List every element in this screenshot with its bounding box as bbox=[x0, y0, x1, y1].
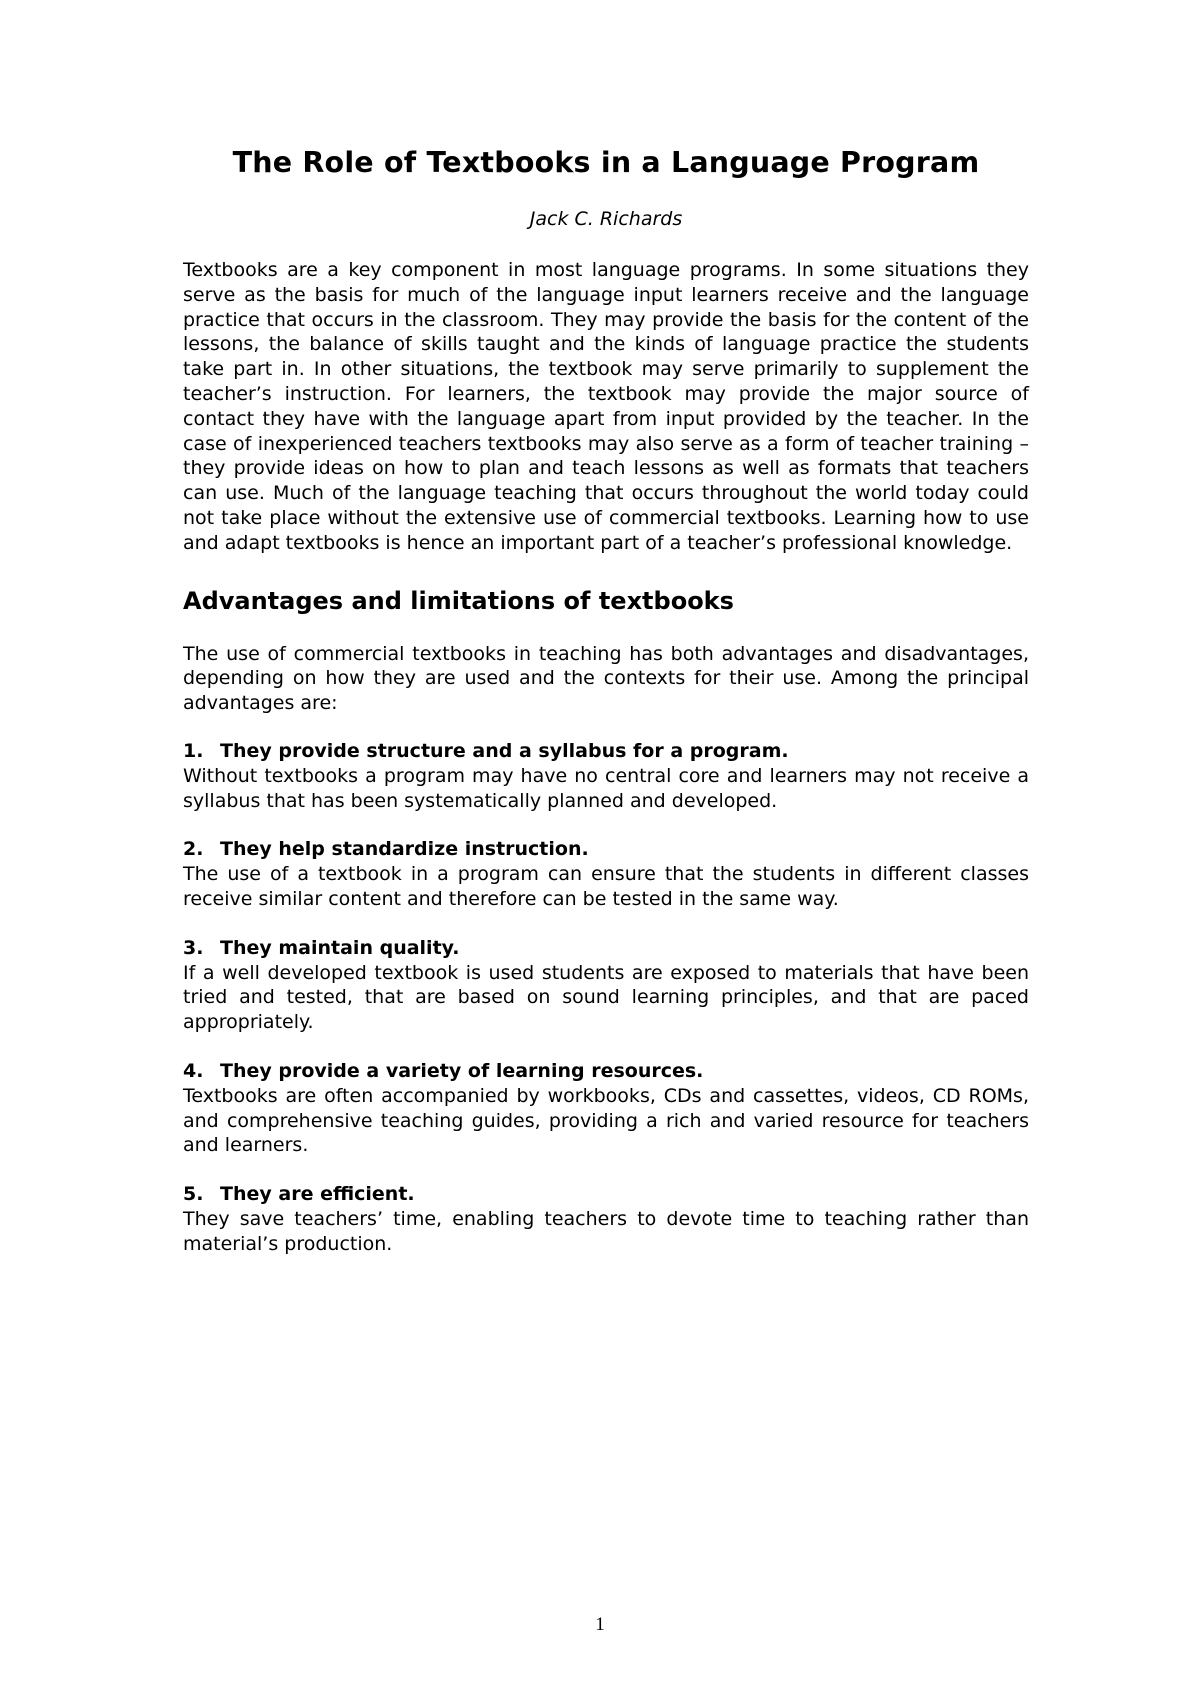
advantage-number: 5. bbox=[183, 1183, 204, 1206]
advantage-item-4 bbox=[183, 1059, 1029, 1158]
section-heading: Advantages and limitations of textbooks bbox=[183, 586, 734, 615]
advantage-number: 4. bbox=[183, 1059, 204, 1082]
page-number: 1 bbox=[595, 1614, 605, 1635]
advantages-list bbox=[183, 739, 1029, 1257]
advantage-item-3 bbox=[183, 936, 1029, 1035]
advantage-heading bbox=[183, 837, 1029, 862]
section-intro-paragraph: The use of commercial textbooks in teaching has both advantages and disadvantages, depending on how they are used and the contexts for their use. Among the principal advantages are: bbox=[183, 642, 1029, 715]
advantage-heading-text: They provide structure and a syllabus for a program. bbox=[220, 739, 789, 762]
advantage-heading-text: They maintain quality. bbox=[220, 936, 460, 959]
advantage-body: Textbooks are often accompanied by workbooks, CDs and cassettes, videos, CD ROMs, and comprehensive teaching guides, providing a rich and varied resource for teachers and learners. bbox=[183, 1084, 1029, 1157]
advantage-number: 3. bbox=[183, 936, 204, 959]
advantage-body: They save teachers’ time, enabling teachers to devote time to teaching rather than material’s production. bbox=[183, 1207, 1029, 1255]
advantage-heading bbox=[183, 1182, 1029, 1207]
advantage-number: 2. bbox=[183, 838, 204, 861]
advantage-body: Without textbooks a program may have no central core and learners may not receive a syllabus that has been systematically planned and developed. bbox=[183, 764, 1029, 812]
advantage-item-5 bbox=[183, 1182, 1029, 1256]
advantage-heading-text: They provide a variety of learning resources. bbox=[220, 1059, 704, 1082]
advantage-heading-text: They help standardize instruction. bbox=[220, 838, 589, 861]
advantage-heading bbox=[183, 1059, 1029, 1084]
intro-paragraph: Textbooks are a key component in most language programs. In some situations they serve as the basis for much of the language input learners receive and the language practice that occurs in the classroom. They may provide the basis for the content of the lessons, the balance of skills taught and the kinds of language practice the students take part in. In other situations, the textbook may serve primarily to supplement the teacher’s instruction. For learners, the textbook may provide the major source of contact they have with the language apart from input provided by the teacher. In the case of inexperienced teachers textbooks may also serve as a form of teacher training – they provide ideas on how to plan and teach lessons as well as formats that teachers can use. Much of the language teaching that occurs throughout the world today could not take place without the extensive use of commercial textbooks. Learning how to use and adapt textbooks is hence an important part of a teacher’s professional knowledge. bbox=[183, 259, 1029, 554]
advantage-body: If a well developed textbook is used students are exposed to materials that have been tried and tested, that are based on sound learning principles, and that are paced appropriately. bbox=[183, 961, 1029, 1034]
advantage-item-1 bbox=[183, 739, 1029, 813]
advantage-heading-text: They are efficient. bbox=[220, 1183, 415, 1206]
advantage-heading bbox=[183, 936, 1029, 961]
author-name: Jack C. Richards bbox=[529, 208, 683, 230]
page-title: The Role of Textbooks in a Language Program bbox=[232, 146, 980, 179]
advantage-heading bbox=[183, 739, 1029, 764]
advantage-item-2 bbox=[183, 837, 1029, 911]
advantage-number: 1. bbox=[183, 739, 204, 762]
page-content bbox=[183, 143, 1029, 1281]
advantage-body: The use of a textbook in a program can ensure that the students in different classes receive similar content and therefore can be tested in the same way. bbox=[183, 863, 1029, 910]
